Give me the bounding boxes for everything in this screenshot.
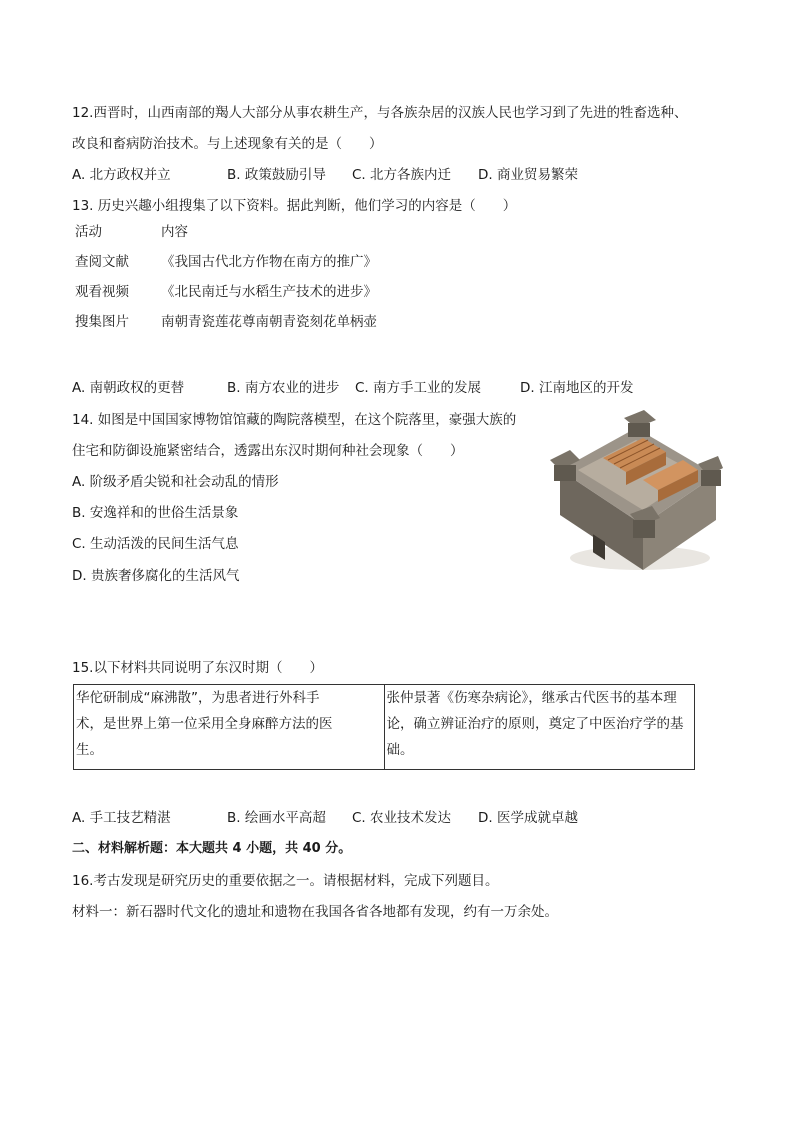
q12-stem-line2: 改良和畜病防治技术。与上述现象有关的是（ ） bbox=[72, 136, 383, 152]
q15-material-left bbox=[74, 685, 385, 770]
section2-title: 二、材料解析题：本大题共 4 小题，共 40 分。 bbox=[72, 841, 352, 856]
q13-row-activity: 观看视频 bbox=[75, 284, 129, 300]
q12-option-d: D. 商业贸易繁荣 bbox=[478, 167, 578, 183]
q13-option-a: A. 南朝政权的更替 bbox=[72, 380, 185, 396]
q15-option-c: C. 农业技术发达 bbox=[352, 810, 452, 826]
q15-left-line: 华佗研制成“麻沸散”，为患者进行外科手 bbox=[76, 690, 320, 706]
q13-stem: 13. 历史兴趣小组搜集了以下资料。据此判断，他们学习的内容是（ ） bbox=[72, 198, 517, 214]
q15-left-line: 生。 bbox=[76, 742, 103, 758]
q15-right-line: 础。 bbox=[386, 742, 414, 758]
q14-stem-line2: 住宅和防御设施紧密结合，透露出东汉时期何种社会现象（ ） bbox=[72, 443, 464, 459]
q13-row-content: 《我国古代北方作物在南方的推广》 bbox=[161, 254, 377, 270]
q14-stem-line1: 14. 如图是中国国家博物馆馆藏的陶院落模型，在这个院落里，豪强大族的 bbox=[72, 412, 517, 428]
q12-option-a: A. 北方政权并立 bbox=[72, 167, 171, 183]
q16-material1: 材料一：新石器时代文化的遗址和遗物在我国各省各地都有发现，约有一万余处。 bbox=[72, 904, 558, 920]
pottery-courtyard-model-image bbox=[548, 410, 723, 575]
q16-stem: 16.考古发现是研究历史的重要依据之一。请根据材料，完成下列题目。 bbox=[72, 873, 499, 889]
q12-option-b: B. 政策鼓励引导 bbox=[227, 167, 326, 183]
q15-left-line: 术，是世界上第一位采用全身麻醉方法的医 bbox=[76, 716, 333, 732]
q13-option-b: B. 南方农业的进步 bbox=[227, 380, 340, 396]
q13-row-content: 南朝青瓷莲花尊南朝青瓷刻花单柄壶 bbox=[161, 314, 377, 330]
q13-row-activity: 搜集图片 bbox=[75, 314, 129, 330]
q13-option-d: D. 江南地区的开发 bbox=[520, 380, 634, 396]
q15-right-line: 张仲景著《伤寒杂病论》，继承古代医书的基本理 bbox=[386, 690, 677, 706]
q13-row-activity: 查阅文献 bbox=[75, 254, 129, 270]
q14-option-b: B. 安逸祥和的世俗生活景象 bbox=[72, 505, 239, 521]
q15-stem: 15.以下材料共同说明了东汉时期（ ） bbox=[72, 660, 323, 676]
q15-option-b: B. 绘画水平高超 bbox=[227, 810, 326, 826]
q15-right-line: 论，确立辨证治疗的原则，奠定了中医治疗学的基 bbox=[386, 716, 684, 732]
q15-option-a: A. 手工技艺精湛 bbox=[72, 810, 171, 826]
q12-option-c: C. 北方各族内迁 bbox=[352, 167, 452, 183]
q13-row-content: 《北民南迁与水稻生产技术的进步》 bbox=[161, 284, 377, 300]
q13-header-content: 内容 bbox=[161, 224, 188, 240]
q15-material-table bbox=[73, 684, 695, 770]
q12-stem-line1: 12.西晋时，山西南部的羯人大部分从事农耕生产，与各族杂居的汉族人民也学习到了先进的牲畜选种、 bbox=[72, 105, 688, 121]
q15-option-d: D. 医学成就卓越 bbox=[478, 810, 578, 826]
q14-option-c: C. 生动活泼的民间生活气息 bbox=[72, 536, 239, 552]
q14-option-d: D. 贵族奢侈腐化的生活风气 bbox=[72, 568, 240, 584]
q15-material-right bbox=[384, 685, 695, 770]
q13-header-activity: 活动 bbox=[75, 224, 102, 240]
q14-option-a: A. 阶级矛盾尖锐和社会动乱的情形 bbox=[72, 474, 279, 490]
q13-option-c: C. 南方手工业的发展 bbox=[355, 380, 482, 396]
